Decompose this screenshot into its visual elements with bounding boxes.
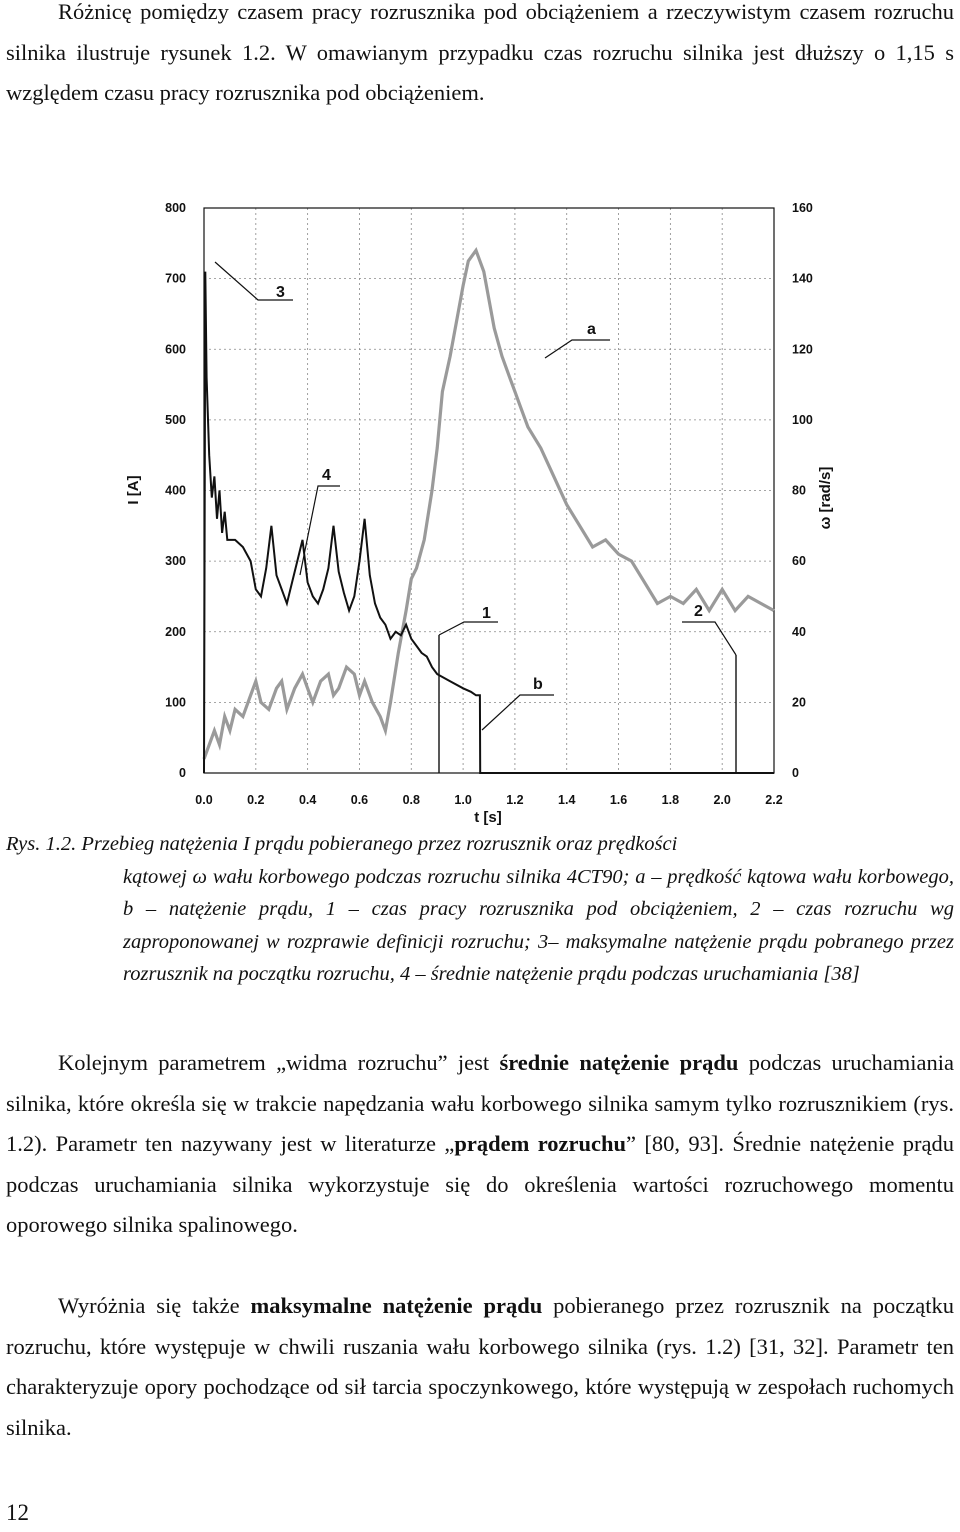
caption-line-1: Rys. 1.2. Przebieg natężenia I prądu pobieranego przez rozrusznik oraz prędkości <box>6 833 678 855</box>
y-left-tick-label: 100 <box>165 695 186 710</box>
y-left-tick-label: 0 <box>179 766 186 780</box>
y-right-tick-label: 40 <box>792 624 806 639</box>
leader-2 <box>682 622 736 655</box>
y-right-tick-label: 140 <box>792 271 813 286</box>
y-right-axis-label: ω [rad/s] <box>817 466 834 530</box>
p2-text-a: Kolejnym parametrem „widma rozruchu” jest <box>58 1050 500 1075</box>
y-left-tick-label: 600 <box>165 342 186 357</box>
p3-bold-max-current: maksymalne natężenie prądu <box>250 1293 543 1318</box>
p2-text-e: ” [80, 93]. Średnie natężenie prądu podczas uruchamiania silnika wykorzystuje się do określenia wartości rozruchowego momentu oporowego silnika spalinowego. <box>6 1131 954 1237</box>
x-tick-label: 1.2 <box>506 793 524 807</box>
y-right-tick-label: 160 <box>792 201 813 215</box>
y-right-tick-label: 60 <box>792 554 806 569</box>
annotation-3: 3 <box>276 284 285 301</box>
leader-1 <box>439 622 498 635</box>
x-tick-label: 2.0 <box>713 793 731 807</box>
y-right-tick-label: 100 <box>792 412 813 427</box>
leader-b <box>482 695 554 730</box>
x-tick-label: 1.4 <box>558 793 576 807</box>
x-tick-label: 0.4 <box>298 793 317 807</box>
y-left-tick-label: 200 <box>165 624 186 639</box>
y-right-tick-label: 20 <box>792 695 806 710</box>
p2-bold-mean-current: średnie natężenie prądu <box>499 1050 739 1075</box>
series-a-angular-speed-line <box>204 250 774 759</box>
y-right-tick-labels <box>792 201 813 780</box>
paragraph-mean-current <box>6 1043 954 1246</box>
annotation-b: b <box>533 676 543 693</box>
page-number: 12 <box>6 1500 29 1525</box>
y-right-tick-label: 0 <box>792 766 799 780</box>
y-right-tick-label: 80 <box>792 483 806 498</box>
y-left-tick-label: 500 <box>165 412 186 427</box>
y-right-tick-label: 120 <box>792 342 813 357</box>
x-tick-labels <box>195 793 782 807</box>
annotation-1: 1 <box>482 605 491 622</box>
x-tick-label: 1.0 <box>454 793 472 807</box>
p2-bold-start-current: prądem rozruchu <box>454 1131 627 1156</box>
y-left-axis-label: I [A] <box>125 475 142 505</box>
x-tick-label: 0.0 <box>195 793 213 807</box>
x-tick-label: 0.2 <box>247 793 265 807</box>
p3-text-a: Wyróżnia się także <box>58 1293 251 1318</box>
y-left-tick-label: 800 <box>165 201 186 215</box>
x-tick-label: 1.8 <box>661 793 680 807</box>
paragraph-intro-text: Różnicę pomiędzy czasem pracy rozrusznika pod obciążeniem a rzeczywistym czasem rozruchu silnika ilustruje rysunek 1.2. W omawianym przypadku czas rozruchu silnika jest dłuższy o 1,15 s względem czasu pracy rozrusznika pod obciążeniem. <box>6 0 954 105</box>
y-left-tick-label: 400 <box>165 483 186 498</box>
x-tick-label: 0.8 <box>402 793 420 807</box>
x-tick-label: 0.6 <box>350 793 369 807</box>
annotation-a: a <box>587 321 596 338</box>
y-left-tick-label: 700 <box>165 271 186 286</box>
x-tick-label: 2.2 <box>765 793 783 807</box>
x-axis-label: t [s] <box>474 809 502 826</box>
caption-rest: kątowej ω wału korbowego podczas rozruchu silnika 4CT90; a – prędkość kątowa wału korbowego, b – natężenie prądu, 1 – czas pracy rozrusznika pod obciążeniem, 2 – czas rozruchu wg zaproponowanej w rozprawie definicji rozruchu; 3– maksymalne natężenie prądu pobranego przez rozrusznik na początku rozruchu, 4 – średnie natężenie prądu podczas uruchamiania [38] <box>123 865 954 985</box>
annotation-2: 2 <box>694 603 703 620</box>
x-tick-label: 1.6 <box>609 793 628 807</box>
figure-caption <box>6 828 954 991</box>
y-left-tick-label: 300 <box>165 554 186 569</box>
paragraph-max-current <box>6 1286 954 1448</box>
annotation-4: 4 <box>322 467 331 484</box>
p2-text-c: podczas uruchamiania silnika, które określa się w trakcie napędzania wału korbowego silnika samym tylko rozrusznikiem (rys. 1.2). Parametr ten nazywany jest w literaturze „ <box>6 1050 954 1156</box>
y-left-tick-labels <box>165 201 186 780</box>
p3-text-c: pobieranego przez rozrusznik na początku rozruchu, które występuje w chwili ruszania wału korbowego silnika (rys. 1.2) [31, 32]. Parametr ten charakteryzuje opory pochodzące od sił tarcia spoczynkowego, które występują w zespołach ruchomych silnika. <box>6 1293 954 1440</box>
